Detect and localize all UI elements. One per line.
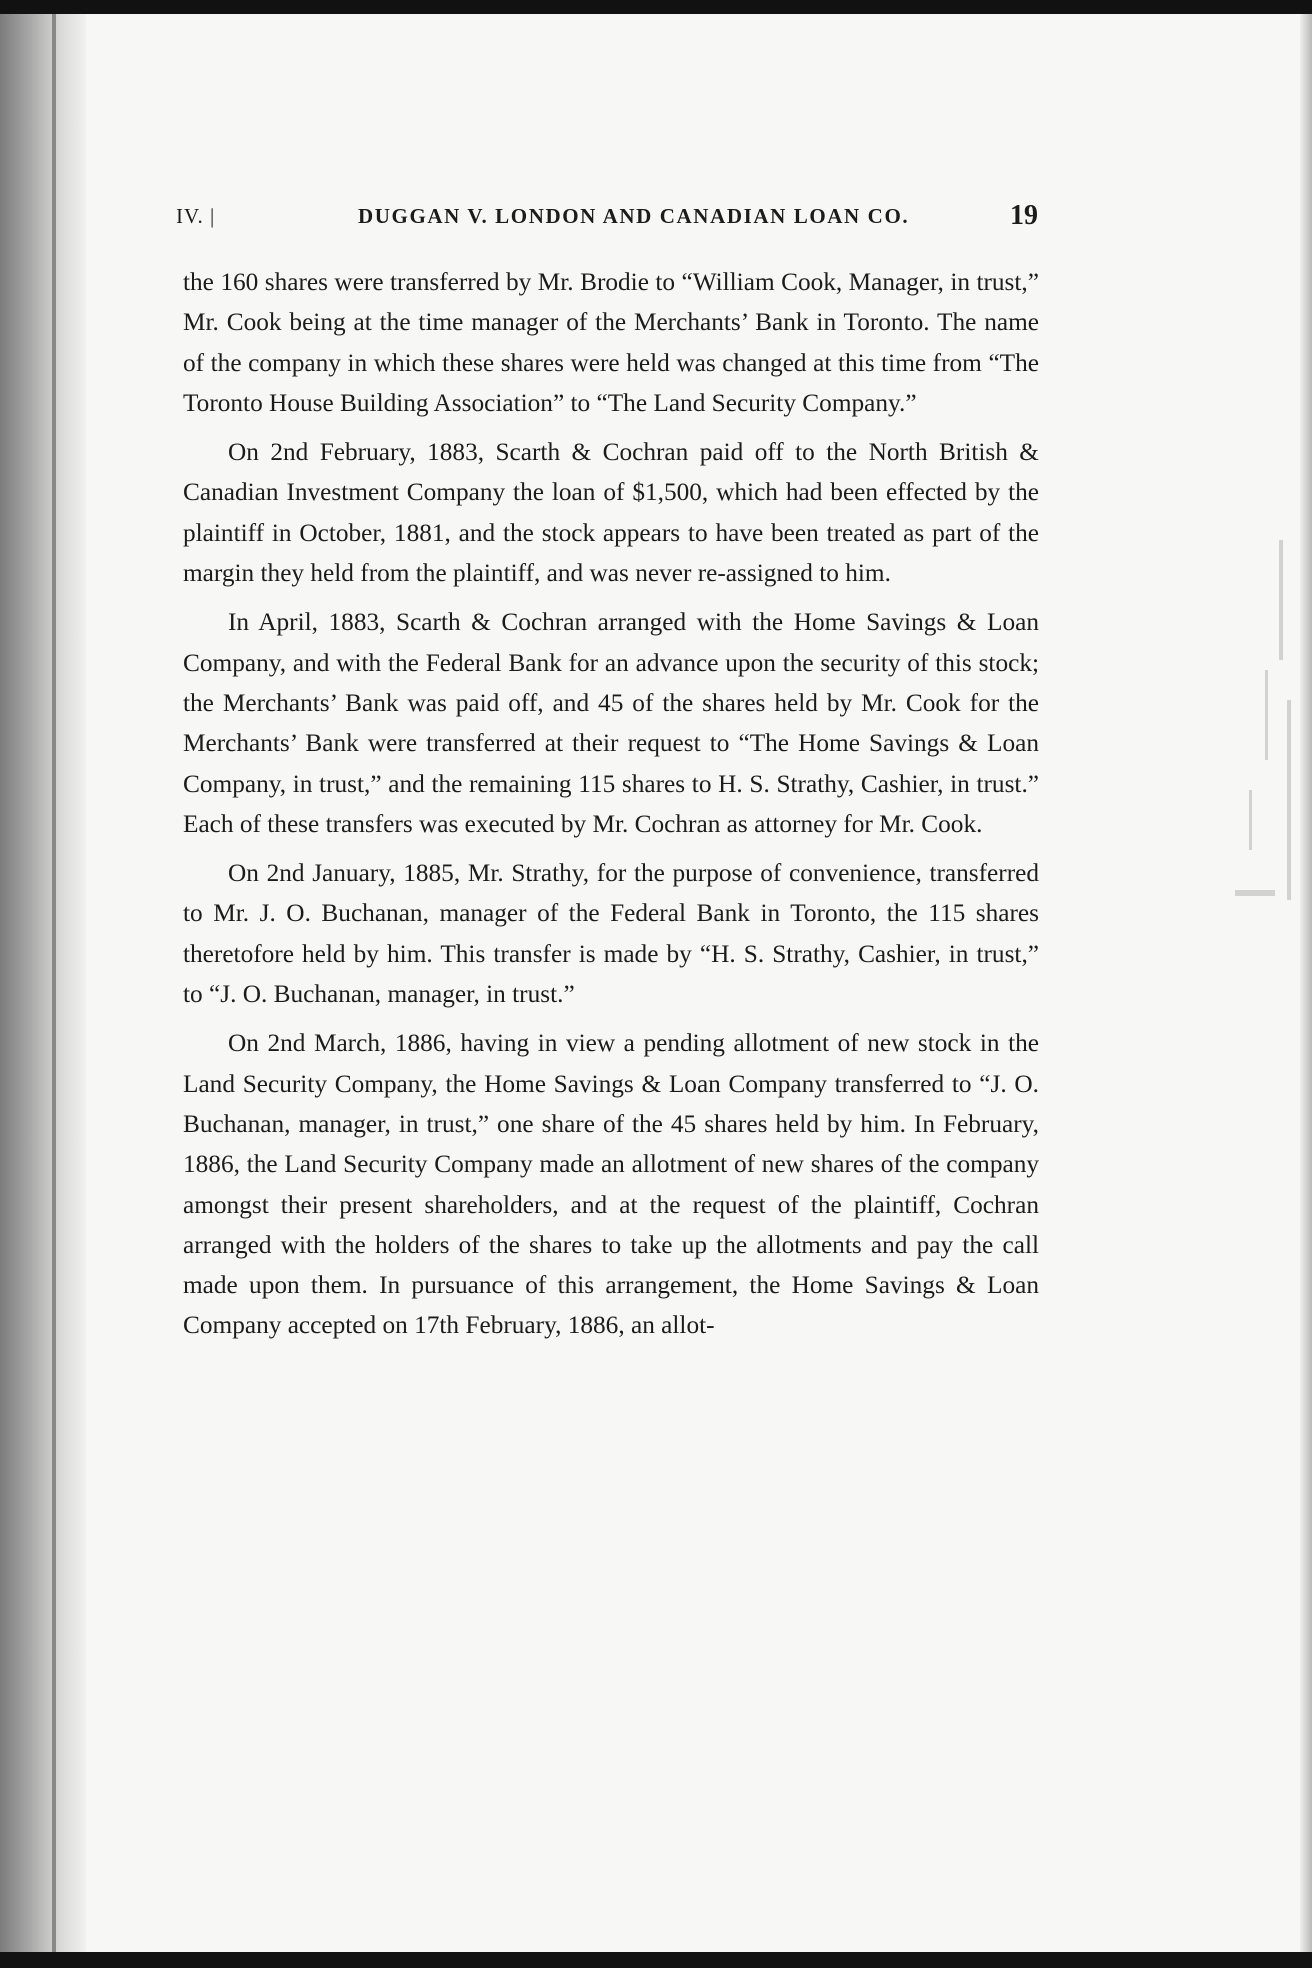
book-spine-shadow — [0, 14, 86, 1952]
running-title: DUGGAN V. LONDON AND CANADIAN LOAN CO. — [358, 204, 910, 228]
paragraph: On 2nd January, 1885, Mr. Strathy, for the purpose of convenience, transferred to Mr. J. O. Buchanan, manager of the Federal Bank in Toronto, the 115 shares theretofore held by him. This transfer is made by “H. S. Strathy, Cashier, in trust,” to “J. O. Buchanan, manager, in trust.” — [183, 859, 1039, 1009]
paragraph: On 2nd February, 1883, Scarth & Cochran paid off to the North British & Canadian Investment Company the loan of $1,500, which had been effected by the plaintiff in October, 1881, and the stock appears to have been treated as part of the margin they held from the plaintiff, and was never re-assigned to him. — [183, 438, 1039, 588]
paragraph: In April, 1883, Scarth & Cochran arranged with the Home Savings & Loan Company, and with the Federal Bank for an advance upon the security of this stock; the Merchants’ Bank was paid off, and 45 of the shares held by Mr. Cook for the Merchants’ Bank were transferred at their request to “The Home Savings & Loan Company, in trust,” and the remaining 115 shares to H. S. Strathy, Cashier, in trust.” Each of these transfers was executed by Mr. Cochran as attorney for Mr. Cook. — [183, 608, 1039, 838]
running-header — [176, 200, 1046, 240]
scan-top-border — [0, 0, 1312, 14]
paragraph: the 160 shares were transferred by Mr. Brodie to “William Cook, Manager, in trust,” Mr. Cook being at the time manager of the Merchants’ Bank in Toronto. The name of the company in which these shares were held was changed at this time from “The Toronto House Building Association” to “The Land Security Company.” — [183, 268, 1039, 417]
page-number: 19 — [1010, 200, 1038, 231]
bleed-through-marks — [1235, 540, 1295, 920]
chapter-marker: IV. | — [176, 204, 216, 228]
body-text — [183, 262, 1039, 1346]
scan-bottom-border — [0, 1952, 1312, 1968]
page-edge-shadow — [1300, 14, 1312, 1952]
paragraph: On 2nd March, 1886, having in view a pending allotment of new stock in the Land Security Company, the Home Savings & Loan Company transferred to “J. O. Buchanan, manager, in trust,” one share of the 45 shares held by him. In February, 1886, the Land Security Company made an allotment of new shares of the company amongst their present shareholders, and at the request of the plaintiff, Cochran arranged with the holders of the shares to take up the allotments and pay the call made upon them. In pursuance of this arrangement, the Home Savings & Loan Company accepted on 17th February, 1886, an allot- — [183, 1029, 1039, 1340]
book-gutter-line — [52, 14, 56, 1952]
